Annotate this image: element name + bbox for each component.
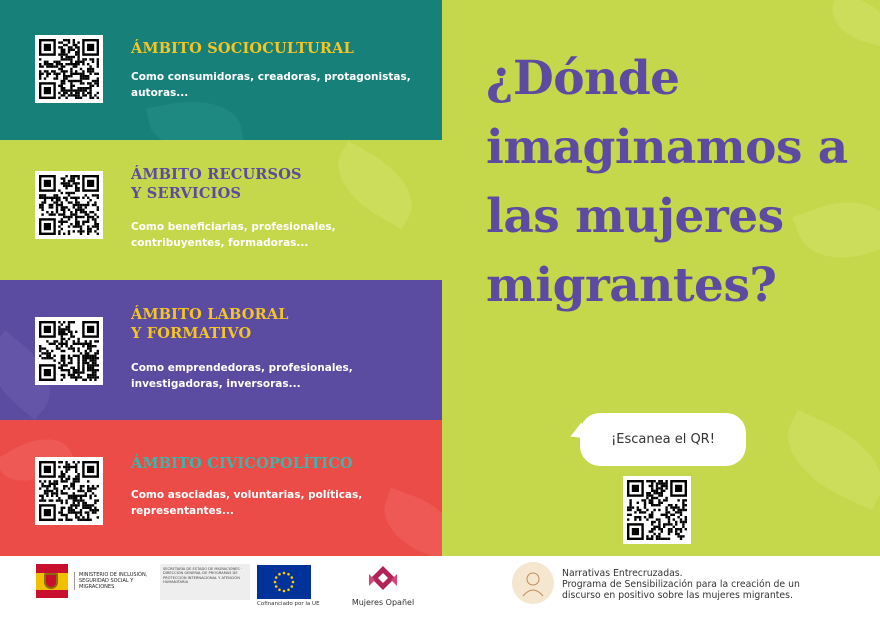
footer xyxy=(0,556,880,636)
scan-qr-bubble xyxy=(580,413,746,466)
ministry-subtitle: SECRETARÍA DE ESTADO DE MIGRACIONES · DIRECCIÓN GENERAL DE PROGRAMAS DE PROTECCIÓN INTERNACIONAL Y ATENCIÓN HUMANITARIA xyxy=(160,564,250,600)
band-description: Como beneficiarias, profesionales, contribuyentes, formadoras... xyxy=(131,221,336,249)
decorative-leaf-icon xyxy=(826,0,880,47)
org-name: Mujeres Opañel xyxy=(351,598,415,607)
qr-code-icon[interactable] xyxy=(623,476,691,544)
band-title: ÁMBITO SOCIOCULTURAL xyxy=(131,40,354,57)
band-description: Como asociadas, voluntarias, políticas, representantes... xyxy=(131,489,363,517)
decorative-leaf-icon xyxy=(324,141,427,229)
project-description: Programa de Sensibilización para la creación de un discurso en positivo sobre las mujeres migrantes. xyxy=(562,579,800,601)
qr-code-icon[interactable] xyxy=(35,171,103,239)
band-description: Como consumidoras, creadoras, protagonistas, autoras... xyxy=(131,71,411,99)
qr-code-icon[interactable] xyxy=(35,317,103,385)
mujeres-opanel-logo xyxy=(346,564,420,607)
band-title: ÁMBITO RECURSOS Y SERVICIOS xyxy=(131,166,302,202)
page-title: ¿Dónde imaginamos a las mujeres migrantes? xyxy=(486,51,848,313)
band-description: Como emprendedoras, profesionales, investigadoras, inversoras... xyxy=(131,362,353,390)
scan-qr-text: ¡Escanea el QR! xyxy=(611,432,715,447)
ministry-logo xyxy=(36,564,242,598)
eu-caption: Cofinanciado por la UE xyxy=(257,601,320,607)
band-recursos-servicios xyxy=(0,140,442,280)
qr-code-icon[interactable] xyxy=(35,35,103,103)
band-civicopolitico xyxy=(0,420,442,556)
eu-flag-icon xyxy=(257,565,311,599)
ministry-name: MINISTERIO DE INCLUSIÓN, SEGURIDAD SOCIAL Y MIGRACIONES xyxy=(74,572,160,590)
mujeres-opanel-logo-icon xyxy=(365,564,401,596)
project-info xyxy=(562,568,832,601)
band-title: ÁMBITO CIVICOPOLÍTICO xyxy=(131,455,353,472)
band-title: ÁMBITO LABORAL Y FORMATIVO xyxy=(131,306,289,342)
band-sociocultural xyxy=(0,0,442,140)
project-title: Narrativas Entrecruzadas. xyxy=(562,568,683,579)
band-laboral-formativo xyxy=(0,280,442,420)
eu-logo xyxy=(257,565,320,607)
qr-code-icon[interactable] xyxy=(35,457,103,525)
coat-of-arms-icon xyxy=(44,573,58,589)
decorative-leaf-icon xyxy=(772,410,880,511)
narrativas-logo-icon xyxy=(512,562,554,604)
